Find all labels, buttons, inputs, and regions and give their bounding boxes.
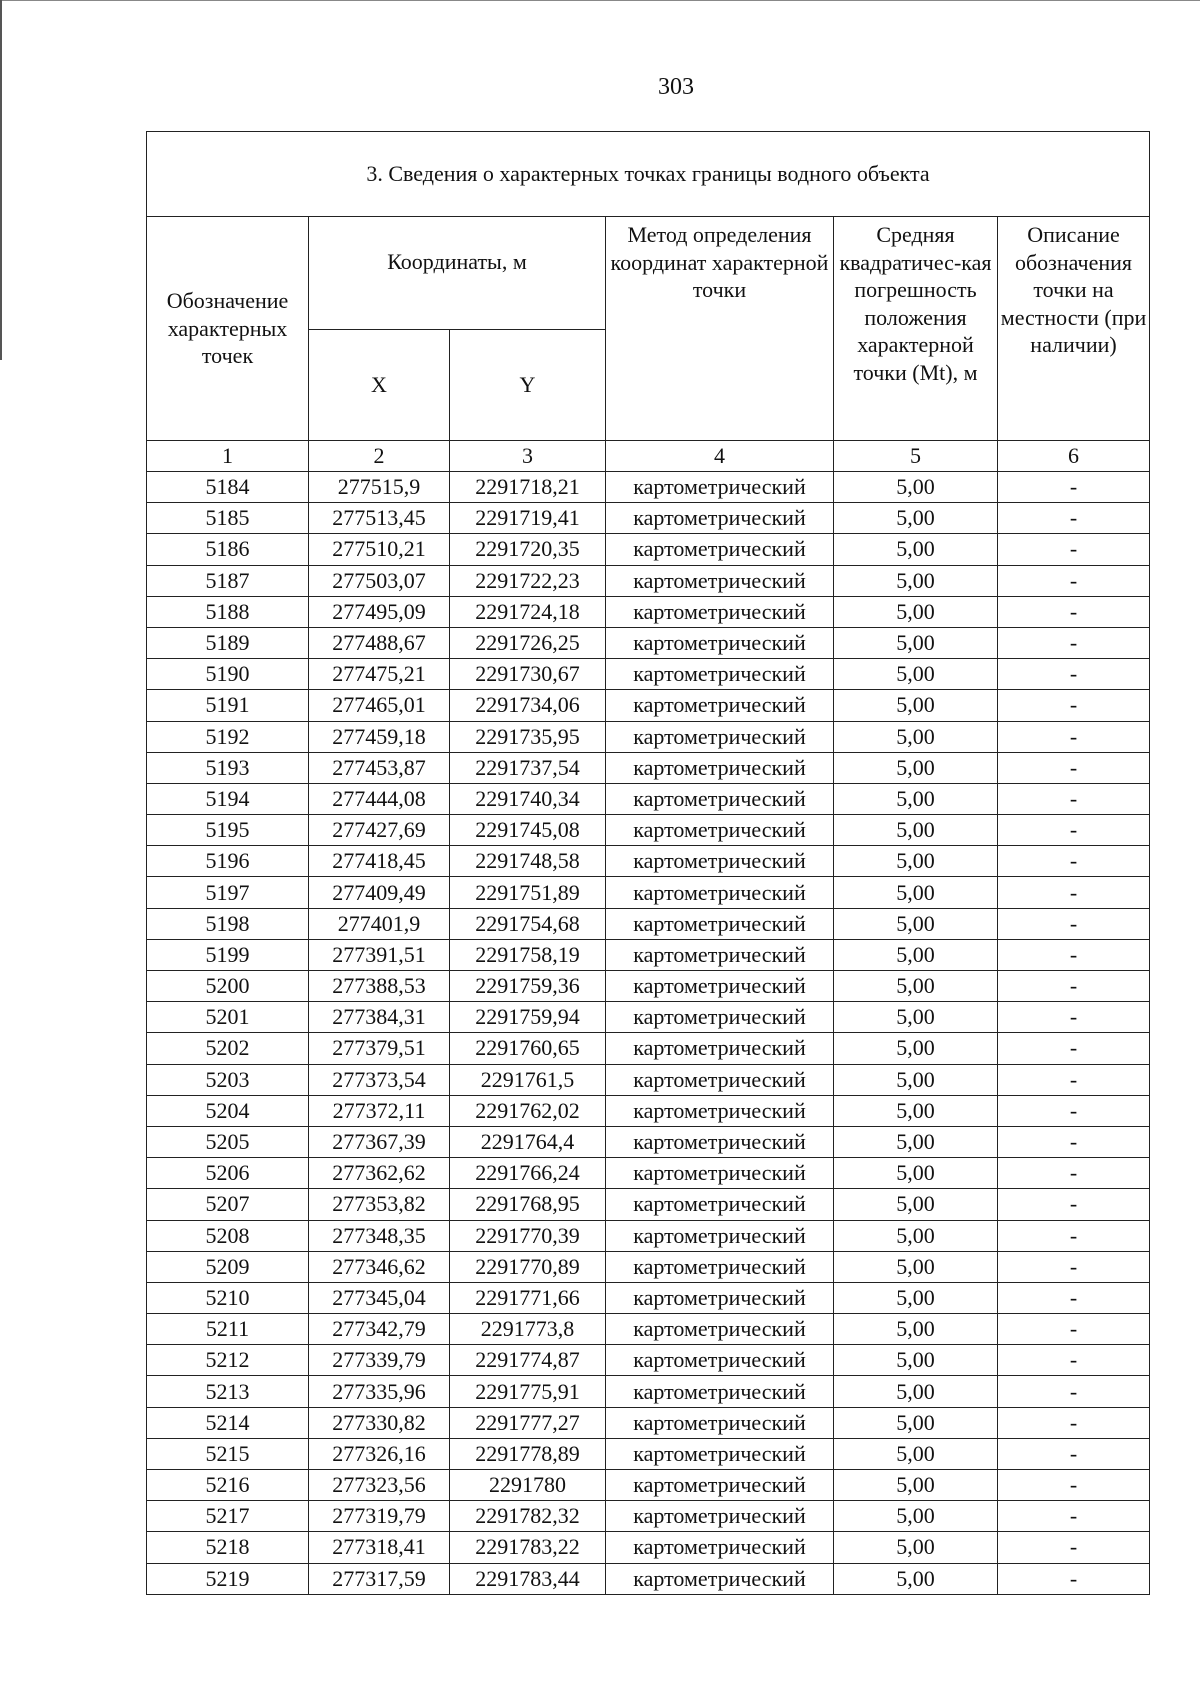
x-coordinate-cell: 277427,69	[309, 815, 450, 846]
table-row	[147, 1532, 1150, 1563]
y-coordinate-cell: 2291783,44	[450, 1563, 606, 1594]
y-coordinate-cell: 2291770,89	[450, 1251, 606, 1282]
x-coordinate-cell: 277318,41	[309, 1532, 450, 1563]
method-cell: картометрический	[606, 783, 834, 814]
y-coordinate-cell: 2291722,23	[450, 565, 606, 596]
y-coordinate-cell: 2291760,65	[450, 1033, 606, 1064]
method-cell: картометрический	[606, 659, 834, 690]
x-coordinate-cell: 277342,79	[309, 1314, 450, 1345]
point-id-cell: 5218	[147, 1532, 309, 1563]
point-id-cell: 5210	[147, 1282, 309, 1313]
y-coordinate-cell: 2291782,32	[450, 1501, 606, 1532]
error-cell: 5,00	[834, 846, 998, 877]
x-coordinate-cell: 277379,51	[309, 1033, 450, 1064]
table-body	[147, 472, 1150, 1595]
description-cell: -	[998, 1220, 1150, 1251]
point-id-cell: 5184	[147, 472, 309, 503]
method-cell: картометрический	[606, 1126, 834, 1157]
point-id-cell: 5206	[147, 1158, 309, 1189]
y-coordinate-cell: 2291778,89	[450, 1438, 606, 1469]
method-cell: картометрический	[606, 1376, 834, 1407]
table-row	[147, 534, 1150, 565]
method-cell: картометрический	[606, 1345, 834, 1376]
description-cell: -	[998, 877, 1150, 908]
description-cell: -	[998, 971, 1150, 1002]
x-coordinate-cell: 277444,08	[309, 783, 450, 814]
error-cell: 5,00	[834, 939, 998, 970]
table-row	[147, 596, 1150, 627]
error-cell: 5,00	[834, 1470, 998, 1501]
point-id-cell: 5205	[147, 1126, 309, 1157]
point-id-cell: 5195	[147, 815, 309, 846]
method-cell: картометрический	[606, 472, 834, 503]
x-coordinate-cell: 277326,16	[309, 1438, 450, 1469]
table-row	[147, 1126, 1150, 1157]
method-cell: картометрический	[606, 1251, 834, 1282]
y-coordinate-cell: 2291751,89	[450, 877, 606, 908]
point-id-cell: 5199	[147, 939, 309, 970]
method-cell: картометрический	[606, 1220, 834, 1251]
point-id-cell: 5200	[147, 971, 309, 1002]
table-row	[147, 503, 1150, 534]
error-cell: 5,00	[834, 565, 998, 596]
x-coordinate-cell: 277495,09	[309, 596, 450, 627]
y-coordinate-cell: 2291774,87	[450, 1345, 606, 1376]
error-cell: 5,00	[834, 1407, 998, 1438]
method-cell: картометрический	[606, 1158, 834, 1189]
x-coordinate-cell: 277459,18	[309, 721, 450, 752]
table-row	[147, 846, 1150, 877]
point-id-cell: 5217	[147, 1501, 309, 1532]
method-cell: картометрический	[606, 1095, 834, 1126]
x-coordinate-cell: 277384,31	[309, 1002, 450, 1033]
header-coordinates: Координаты, м	[309, 217, 606, 330]
error-cell: 5,00	[834, 1532, 998, 1563]
description-cell: -	[998, 1345, 1150, 1376]
description-cell: -	[998, 1002, 1150, 1033]
header-description: Описание обозначения точки на местности (при наличии)	[998, 217, 1150, 441]
description-cell: -	[998, 1470, 1150, 1501]
description-cell: -	[998, 1532, 1150, 1563]
error-cell: 5,00	[834, 472, 998, 503]
y-coordinate-cell: 2291773,8	[450, 1314, 606, 1345]
point-id-cell: 5213	[147, 1376, 309, 1407]
table-row	[147, 1314, 1150, 1345]
method-cell: картометрический	[606, 815, 834, 846]
method-cell: картометрический	[606, 846, 834, 877]
method-cell: картометрический	[606, 939, 834, 970]
y-coordinate-cell: 2291762,02	[450, 1095, 606, 1126]
point-id-cell: 5190	[147, 659, 309, 690]
error-cell: 5,00	[834, 1126, 998, 1157]
description-cell: -	[998, 721, 1150, 752]
boundary-points-table	[146, 131, 1150, 1595]
error-cell: 5,00	[834, 971, 998, 1002]
y-coordinate-cell: 2291777,27	[450, 1407, 606, 1438]
x-coordinate-cell: 277401,9	[309, 908, 450, 939]
error-cell: 5,00	[834, 721, 998, 752]
x-coordinate-cell: 277345,04	[309, 1282, 450, 1313]
description-cell: -	[998, 627, 1150, 658]
method-cell: картометрический	[606, 1501, 834, 1532]
table-row	[147, 565, 1150, 596]
x-coordinate-cell: 277388,53	[309, 971, 450, 1002]
column-number: 1	[147, 441, 309, 472]
error-cell: 5,00	[834, 1563, 998, 1594]
error-cell: 5,00	[834, 1438, 998, 1469]
method-cell: картометрический	[606, 690, 834, 721]
description-cell: -	[998, 1282, 1150, 1313]
table-row	[147, 971, 1150, 1002]
description-cell: -	[998, 1376, 1150, 1407]
x-coordinate-cell: 277453,87	[309, 752, 450, 783]
header-x: X	[309, 330, 450, 441]
table-row	[147, 1470, 1150, 1501]
x-coordinate-cell: 277391,51	[309, 939, 450, 970]
y-coordinate-cell: 2291726,25	[450, 627, 606, 658]
header-designation: Обозначение характерных точек	[147, 217, 309, 441]
point-id-cell: 5203	[147, 1064, 309, 1095]
method-cell: картометрический	[606, 971, 834, 1002]
error-cell: 5,00	[834, 815, 998, 846]
point-id-cell: 5215	[147, 1438, 309, 1469]
method-cell: картометрический	[606, 721, 834, 752]
y-coordinate-cell: 2291775,91	[450, 1376, 606, 1407]
description-cell: -	[998, 1251, 1150, 1282]
method-cell: картометрический	[606, 534, 834, 565]
error-cell: 5,00	[834, 1033, 998, 1064]
x-coordinate-cell: 277373,54	[309, 1064, 450, 1095]
x-coordinate-cell: 277330,82	[309, 1407, 450, 1438]
description-cell: -	[998, 472, 1150, 503]
error-cell: 5,00	[834, 503, 998, 534]
column-number: 5	[834, 441, 998, 472]
description-cell: -	[998, 783, 1150, 814]
table-row	[147, 908, 1150, 939]
y-coordinate-cell: 2291748,58	[450, 846, 606, 877]
point-id-cell: 5219	[147, 1563, 309, 1594]
error-cell: 5,00	[834, 1501, 998, 1532]
point-id-cell: 5187	[147, 565, 309, 596]
description-cell: -	[998, 752, 1150, 783]
description-cell: -	[998, 565, 1150, 596]
method-cell: картометрический	[606, 1314, 834, 1345]
error-cell: 5,00	[834, 783, 998, 814]
error-cell: 5,00	[834, 1095, 998, 1126]
description-cell: -	[998, 1314, 1150, 1345]
method-cell: картометрический	[606, 1407, 834, 1438]
error-cell: 5,00	[834, 1189, 998, 1220]
table-caption: 3. Сведения о характерных точках границы водного объекта	[147, 132, 1150, 217]
x-coordinate-cell: 277335,96	[309, 1376, 450, 1407]
column-number: 4	[606, 441, 834, 472]
point-id-cell: 5211	[147, 1314, 309, 1345]
method-cell: картометрический	[606, 908, 834, 939]
x-coordinate-cell: 277353,82	[309, 1189, 450, 1220]
table-row	[147, 627, 1150, 658]
point-id-cell: 5216	[147, 1470, 309, 1501]
point-id-cell: 5194	[147, 783, 309, 814]
table-row	[147, 1438, 1150, 1469]
header-error: Средняя квадратичес-кая погрешность положения характерной точки (Mt), м	[834, 217, 998, 441]
x-coordinate-cell: 277503,07	[309, 565, 450, 596]
point-id-cell: 5204	[147, 1095, 309, 1126]
description-cell: -	[998, 1126, 1150, 1157]
y-coordinate-cell: 2291758,19	[450, 939, 606, 970]
point-id-cell: 5208	[147, 1220, 309, 1251]
table-row	[147, 1563, 1150, 1594]
error-cell: 5,00	[834, 908, 998, 939]
error-cell: 5,00	[834, 1314, 998, 1345]
description-cell: -	[998, 503, 1150, 534]
table-row	[147, 1189, 1150, 1220]
point-id-cell: 5201	[147, 1002, 309, 1033]
scan-left-edge	[0, 0, 2, 360]
method-cell: картометрический	[606, 1282, 834, 1313]
x-coordinate-cell: 277488,67	[309, 627, 450, 658]
table-row	[147, 472, 1150, 503]
table-row	[147, 815, 1150, 846]
table-row	[147, 1220, 1150, 1251]
y-coordinate-cell: 2291764,4	[450, 1126, 606, 1157]
y-coordinate-cell: 2291766,24	[450, 1158, 606, 1189]
error-cell: 5,00	[834, 1251, 998, 1282]
x-coordinate-cell: 277362,62	[309, 1158, 450, 1189]
error-cell: 5,00	[834, 877, 998, 908]
error-cell: 5,00	[834, 1158, 998, 1189]
y-coordinate-cell: 2291734,06	[450, 690, 606, 721]
table-row	[147, 1033, 1150, 1064]
table-row	[147, 1282, 1150, 1313]
table-row	[147, 783, 1150, 814]
point-id-cell: 5202	[147, 1033, 309, 1064]
error-cell: 5,00	[834, 534, 998, 565]
method-cell: картометрический	[606, 1002, 834, 1033]
y-coordinate-cell: 2291740,34	[450, 783, 606, 814]
description-cell: -	[998, 659, 1150, 690]
y-coordinate-cell: 2291783,22	[450, 1532, 606, 1563]
description-cell: -	[998, 1095, 1150, 1126]
method-cell: картометрический	[606, 503, 834, 534]
y-coordinate-cell: 2291745,08	[450, 815, 606, 846]
x-coordinate-cell: 277418,45	[309, 846, 450, 877]
table-row	[147, 1064, 1150, 1095]
x-coordinate-cell: 277348,35	[309, 1220, 450, 1251]
x-coordinate-cell: 277515,9	[309, 472, 450, 503]
point-id-cell: 5192	[147, 721, 309, 752]
error-cell: 5,00	[834, 752, 998, 783]
y-coordinate-cell: 2291770,39	[450, 1220, 606, 1251]
error-cell: 5,00	[834, 596, 998, 627]
method-cell: картометрический	[606, 752, 834, 783]
point-id-cell: 5185	[147, 503, 309, 534]
x-coordinate-cell: 277475,21	[309, 659, 450, 690]
point-id-cell: 5188	[147, 596, 309, 627]
table-row	[147, 721, 1150, 752]
description-cell: -	[998, 1064, 1150, 1095]
method-cell: картометрический	[606, 877, 834, 908]
description-cell: -	[998, 1438, 1150, 1469]
description-cell: -	[998, 939, 1150, 970]
description-cell: -	[998, 1158, 1150, 1189]
method-cell: картометрический	[606, 1033, 834, 1064]
method-cell: картометрический	[606, 1532, 834, 1563]
x-coordinate-cell: 277513,45	[309, 503, 450, 534]
table-row	[147, 690, 1150, 721]
point-id-cell: 5196	[147, 846, 309, 877]
table-row	[147, 752, 1150, 783]
description-cell: -	[998, 1563, 1150, 1594]
column-number: 3	[450, 441, 606, 472]
y-coordinate-cell: 2291761,5	[450, 1064, 606, 1095]
error-cell: 5,00	[834, 690, 998, 721]
description-cell: -	[998, 690, 1150, 721]
y-coordinate-cell: 2291720,35	[450, 534, 606, 565]
x-coordinate-cell: 277510,21	[309, 534, 450, 565]
table-row	[147, 1251, 1150, 1282]
point-id-cell: 5197	[147, 877, 309, 908]
y-coordinate-cell: 2291719,41	[450, 503, 606, 534]
y-coordinate-cell: 2291735,95	[450, 721, 606, 752]
description-cell: -	[998, 596, 1150, 627]
description-cell: -	[998, 1407, 1150, 1438]
point-id-cell: 5209	[147, 1251, 309, 1282]
y-coordinate-cell: 2291737,54	[450, 752, 606, 783]
y-coordinate-cell: 2291718,21	[450, 472, 606, 503]
error-cell: 5,00	[834, 627, 998, 658]
x-coordinate-cell: 277339,79	[309, 1345, 450, 1376]
point-id-cell: 5214	[147, 1407, 309, 1438]
x-coordinate-cell: 277465,01	[309, 690, 450, 721]
point-id-cell: 5212	[147, 1345, 309, 1376]
x-coordinate-cell: 277317,59	[309, 1563, 450, 1594]
point-id-cell: 5189	[147, 627, 309, 658]
point-id-cell: 5193	[147, 752, 309, 783]
method-cell: картометрический	[606, 1189, 834, 1220]
description-cell: -	[998, 534, 1150, 565]
description-cell: -	[998, 1189, 1150, 1220]
method-cell: картометрический	[606, 1064, 834, 1095]
method-cell: картометрический	[606, 627, 834, 658]
point-id-cell: 5186	[147, 534, 309, 565]
method-cell: картометрический	[606, 1563, 834, 1594]
y-coordinate-cell: 2291780	[450, 1470, 606, 1501]
point-id-cell: 5207	[147, 1189, 309, 1220]
table-row	[147, 1002, 1150, 1033]
column-number: 6	[998, 441, 1150, 472]
description-cell: -	[998, 846, 1150, 877]
x-coordinate-cell: 277319,79	[309, 1501, 450, 1532]
table-row	[147, 1345, 1150, 1376]
header-method: Метод определения координат характерной точки	[606, 217, 834, 441]
method-cell: картометрический	[606, 596, 834, 627]
column-numbers-row	[147, 441, 1150, 472]
x-coordinate-cell: 277346,62	[309, 1251, 450, 1282]
point-id-cell: 5198	[147, 908, 309, 939]
y-coordinate-cell: 2291730,67	[450, 659, 606, 690]
description-cell: -	[998, 1501, 1150, 1532]
error-cell: 5,00	[834, 1002, 998, 1033]
scan-top-edge	[0, 0, 1200, 1]
table-row	[147, 877, 1150, 908]
method-cell: картометрический	[606, 1470, 834, 1501]
error-cell: 5,00	[834, 1345, 998, 1376]
error-cell: 5,00	[834, 659, 998, 690]
x-coordinate-cell: 277372,11	[309, 1095, 450, 1126]
point-id-cell: 5191	[147, 690, 309, 721]
x-coordinate-cell: 277323,56	[309, 1470, 450, 1501]
description-cell: -	[998, 908, 1150, 939]
error-cell: 5,00	[834, 1282, 998, 1313]
error-cell: 5,00	[834, 1220, 998, 1251]
y-coordinate-cell: 2291771,66	[450, 1282, 606, 1313]
y-coordinate-cell: 2291759,94	[450, 1002, 606, 1033]
y-coordinate-cell: 2291759,36	[450, 971, 606, 1002]
error-cell: 5,00	[834, 1376, 998, 1407]
table-row	[147, 1158, 1150, 1189]
table-row	[147, 1407, 1150, 1438]
page-number: 303	[658, 74, 694, 100]
table-row	[147, 659, 1150, 690]
y-coordinate-cell: 2291768,95	[450, 1189, 606, 1220]
method-cell: картометрический	[606, 1438, 834, 1469]
description-cell: -	[998, 815, 1150, 846]
column-number: 2	[309, 441, 450, 472]
header-y: Y	[450, 330, 606, 441]
method-cell: картометрический	[606, 565, 834, 596]
table-row	[147, 1376, 1150, 1407]
x-coordinate-cell: 277367,39	[309, 1126, 450, 1157]
description-cell: -	[998, 1033, 1150, 1064]
table-row	[147, 939, 1150, 970]
y-coordinate-cell: 2291754,68	[450, 908, 606, 939]
x-coordinate-cell: 277409,49	[309, 877, 450, 908]
table-row	[147, 1501, 1150, 1532]
table-row	[147, 1095, 1150, 1126]
error-cell: 5,00	[834, 1064, 998, 1095]
y-coordinate-cell: 2291724,18	[450, 596, 606, 627]
